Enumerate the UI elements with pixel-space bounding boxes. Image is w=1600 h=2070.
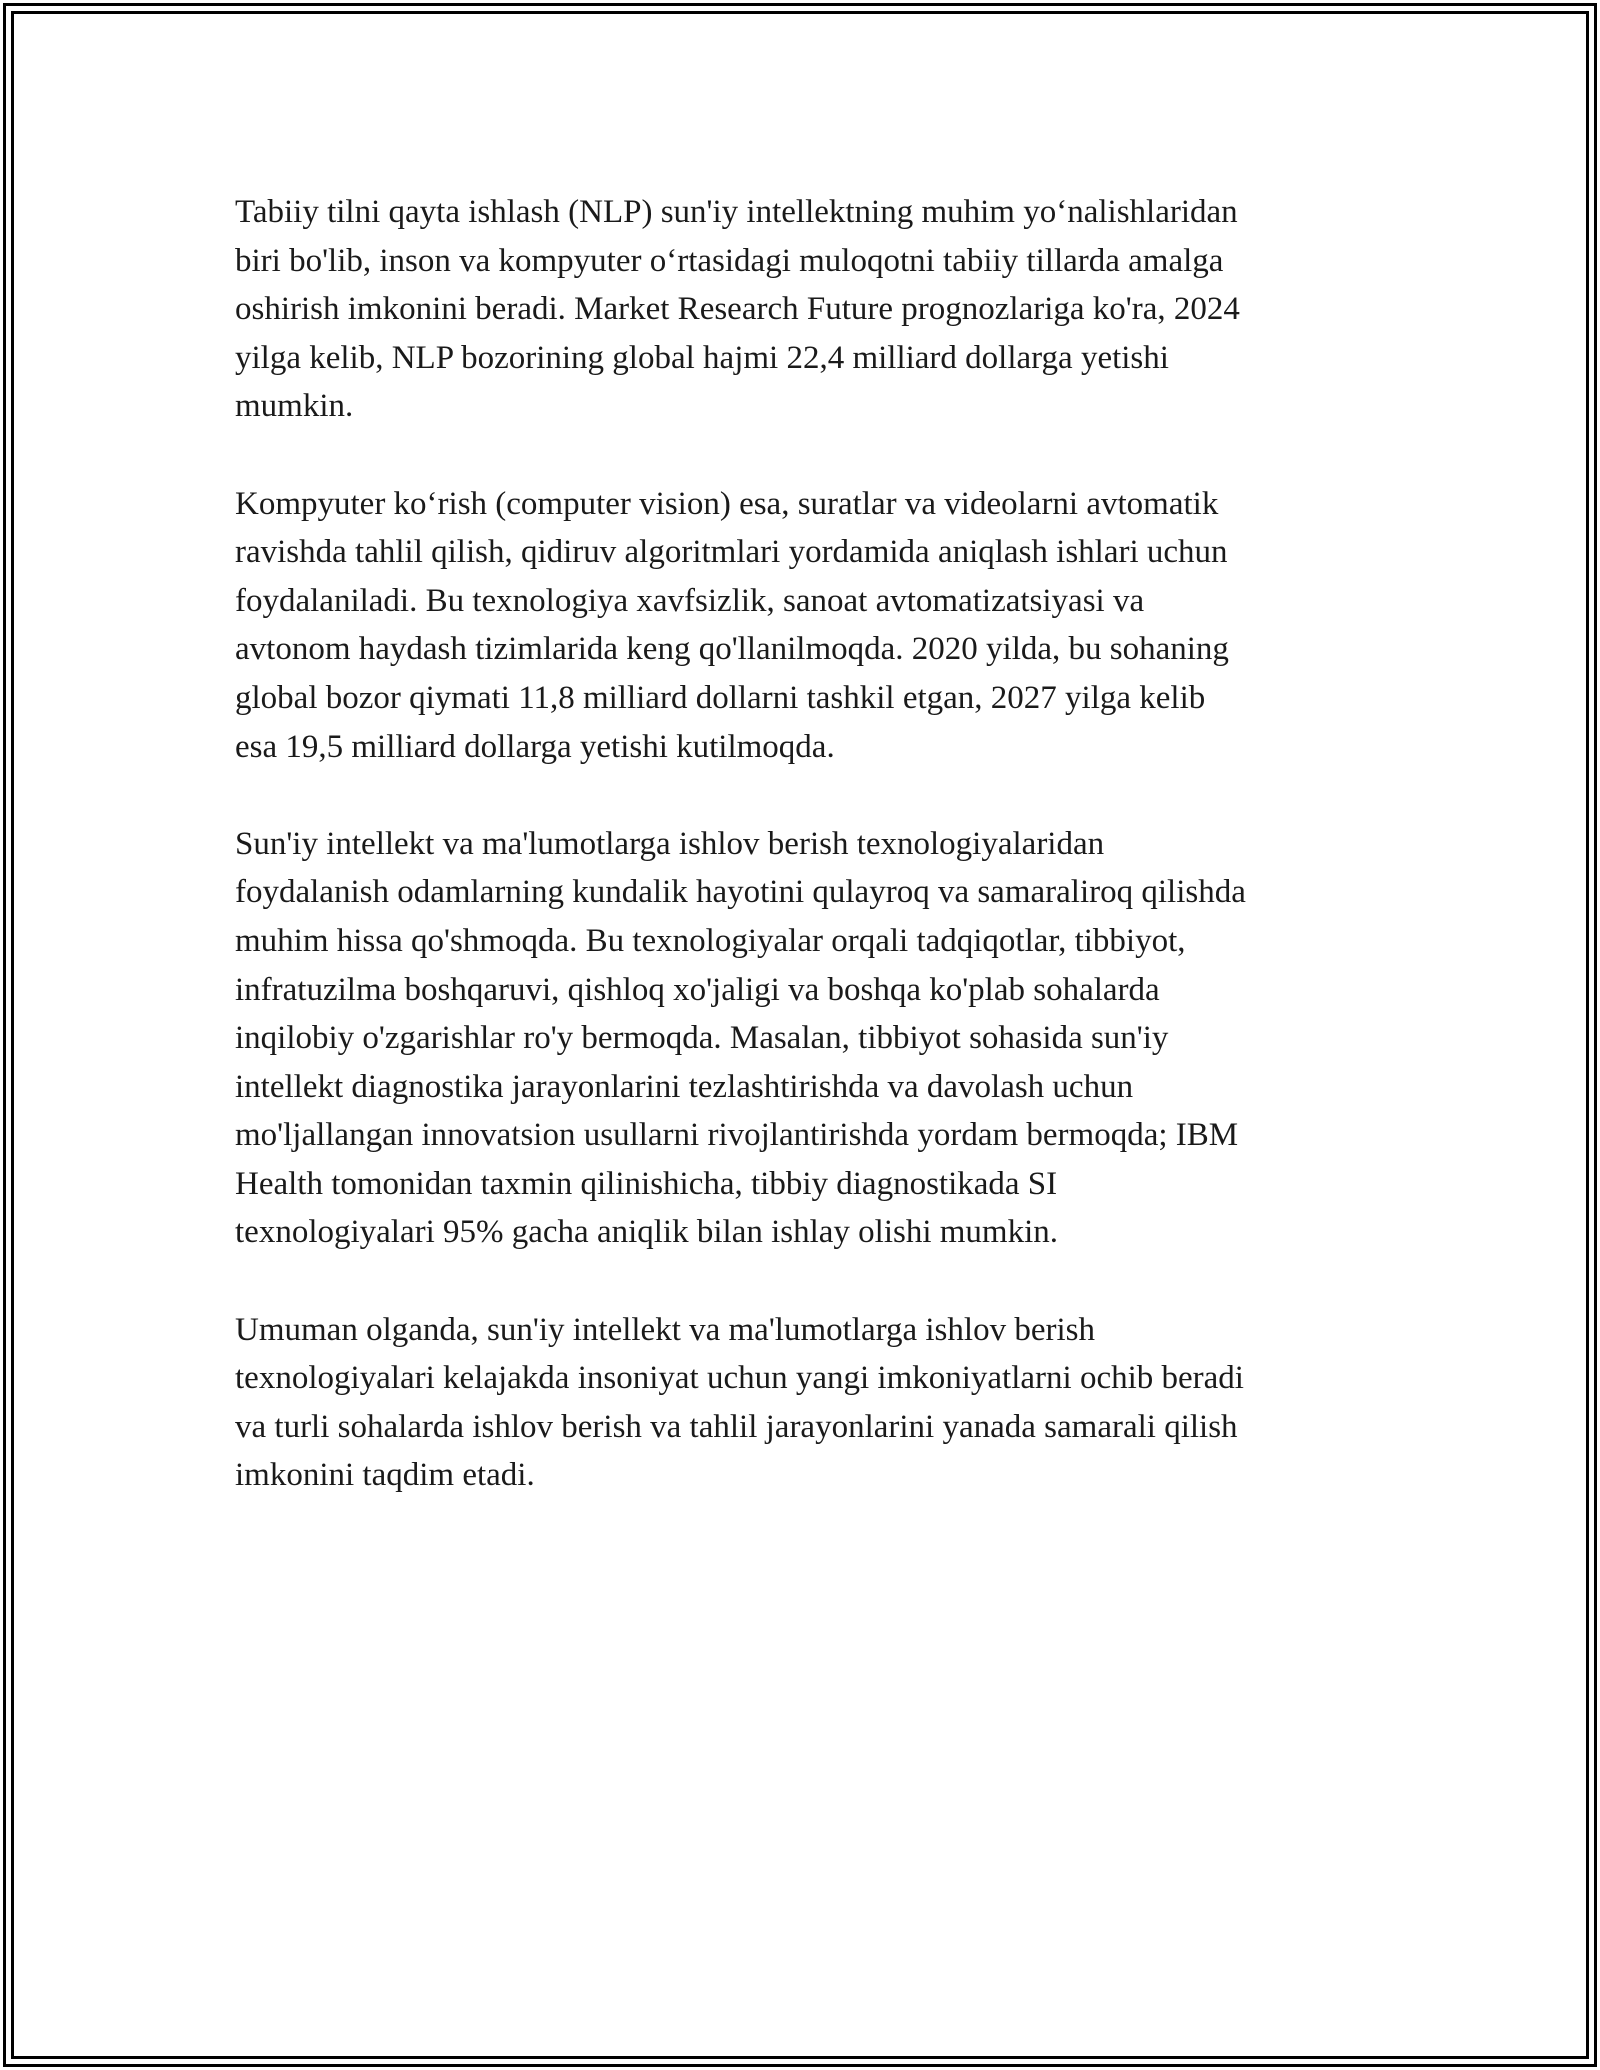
paragraph-conclusion: Umuman olganda, sun'iy intellekt va ma'lumotlarga ishlov berish texnologiyalari kelajakda insoniyat uchun yangi imkoniyatlarni ochib beradi va turli sohalarda ishlov berish va tahlil jarayonlarini yanada samarali qilish imkonini taqdim etadi. [235, 1311, 1244, 1494]
paragraph-nlp: Tabiiy tilni qayta ishlash (NLP) sun'iy intellektning muhim yoʻnalishlaridan biri bo'lib, inson va kompyuter oʻrtasidagi muloqotni tabiiy tillarda amalga oshirish imkonini beradi. Market Research Future prognozlariga ko'ra, 2024 yilga kelib, NLP bozorining global hajmi 22,4 milliard dollarga yetishi mumkin. [235, 194, 1240, 425]
document-body [235, 188, 1365, 1549]
paragraph-ai-data-processing: Sun'iy intellekt va ma'lumotlarga ishlov berish texnologiyalaridan foydalanish odamlarning kundalik hayotini qulayroq va samaraliroq qilishda muhim hissa qo'shmoqda. Bu texnologiyalar orqali tadqiqotlar, tibbiyot, infratuzilma boshqaruvi, qishloq xo'jaligi va boshqa ko'plab sohalarda inqilobiy o'zgarishlar ro'y bermoqda. Masalan, tibbiyot sohasida sun'iy intellekt diagnostika jarayonlarini tezlashtirishda va davolash uchun mo'ljallangan innovatsion usullarni rivojlantirishda yordam bermoqda; IBM Health tomonidan taxmin qilinishicha, tibbiy diagnostikada SI texnologiyalari 95% gacha aniqlik bilan ishlay olishi mumkin. [235, 825, 1246, 1251]
paragraph-computer-vision: Kompyuter koʻrish (computer vision) esa, suratlar va videolarni avtomatik ravishda tahlil qilish, qidiruv algoritmlari yordamida aniqlash ishlari uchun foydalaniladi. Bu texnologiya xavfsizlik, sanoat avtomatizatsiyasi va avtonom haydash tizimlarida keng qo'llanilmoqda. 2020 yilda, bu sohaning global bozor qiymati 11,8 milliard dollarni tashkil etgan, 2027 yilga kelib esa 19,5 milliard dollarga yetishi kutilmoqda. [235, 485, 1229, 765]
